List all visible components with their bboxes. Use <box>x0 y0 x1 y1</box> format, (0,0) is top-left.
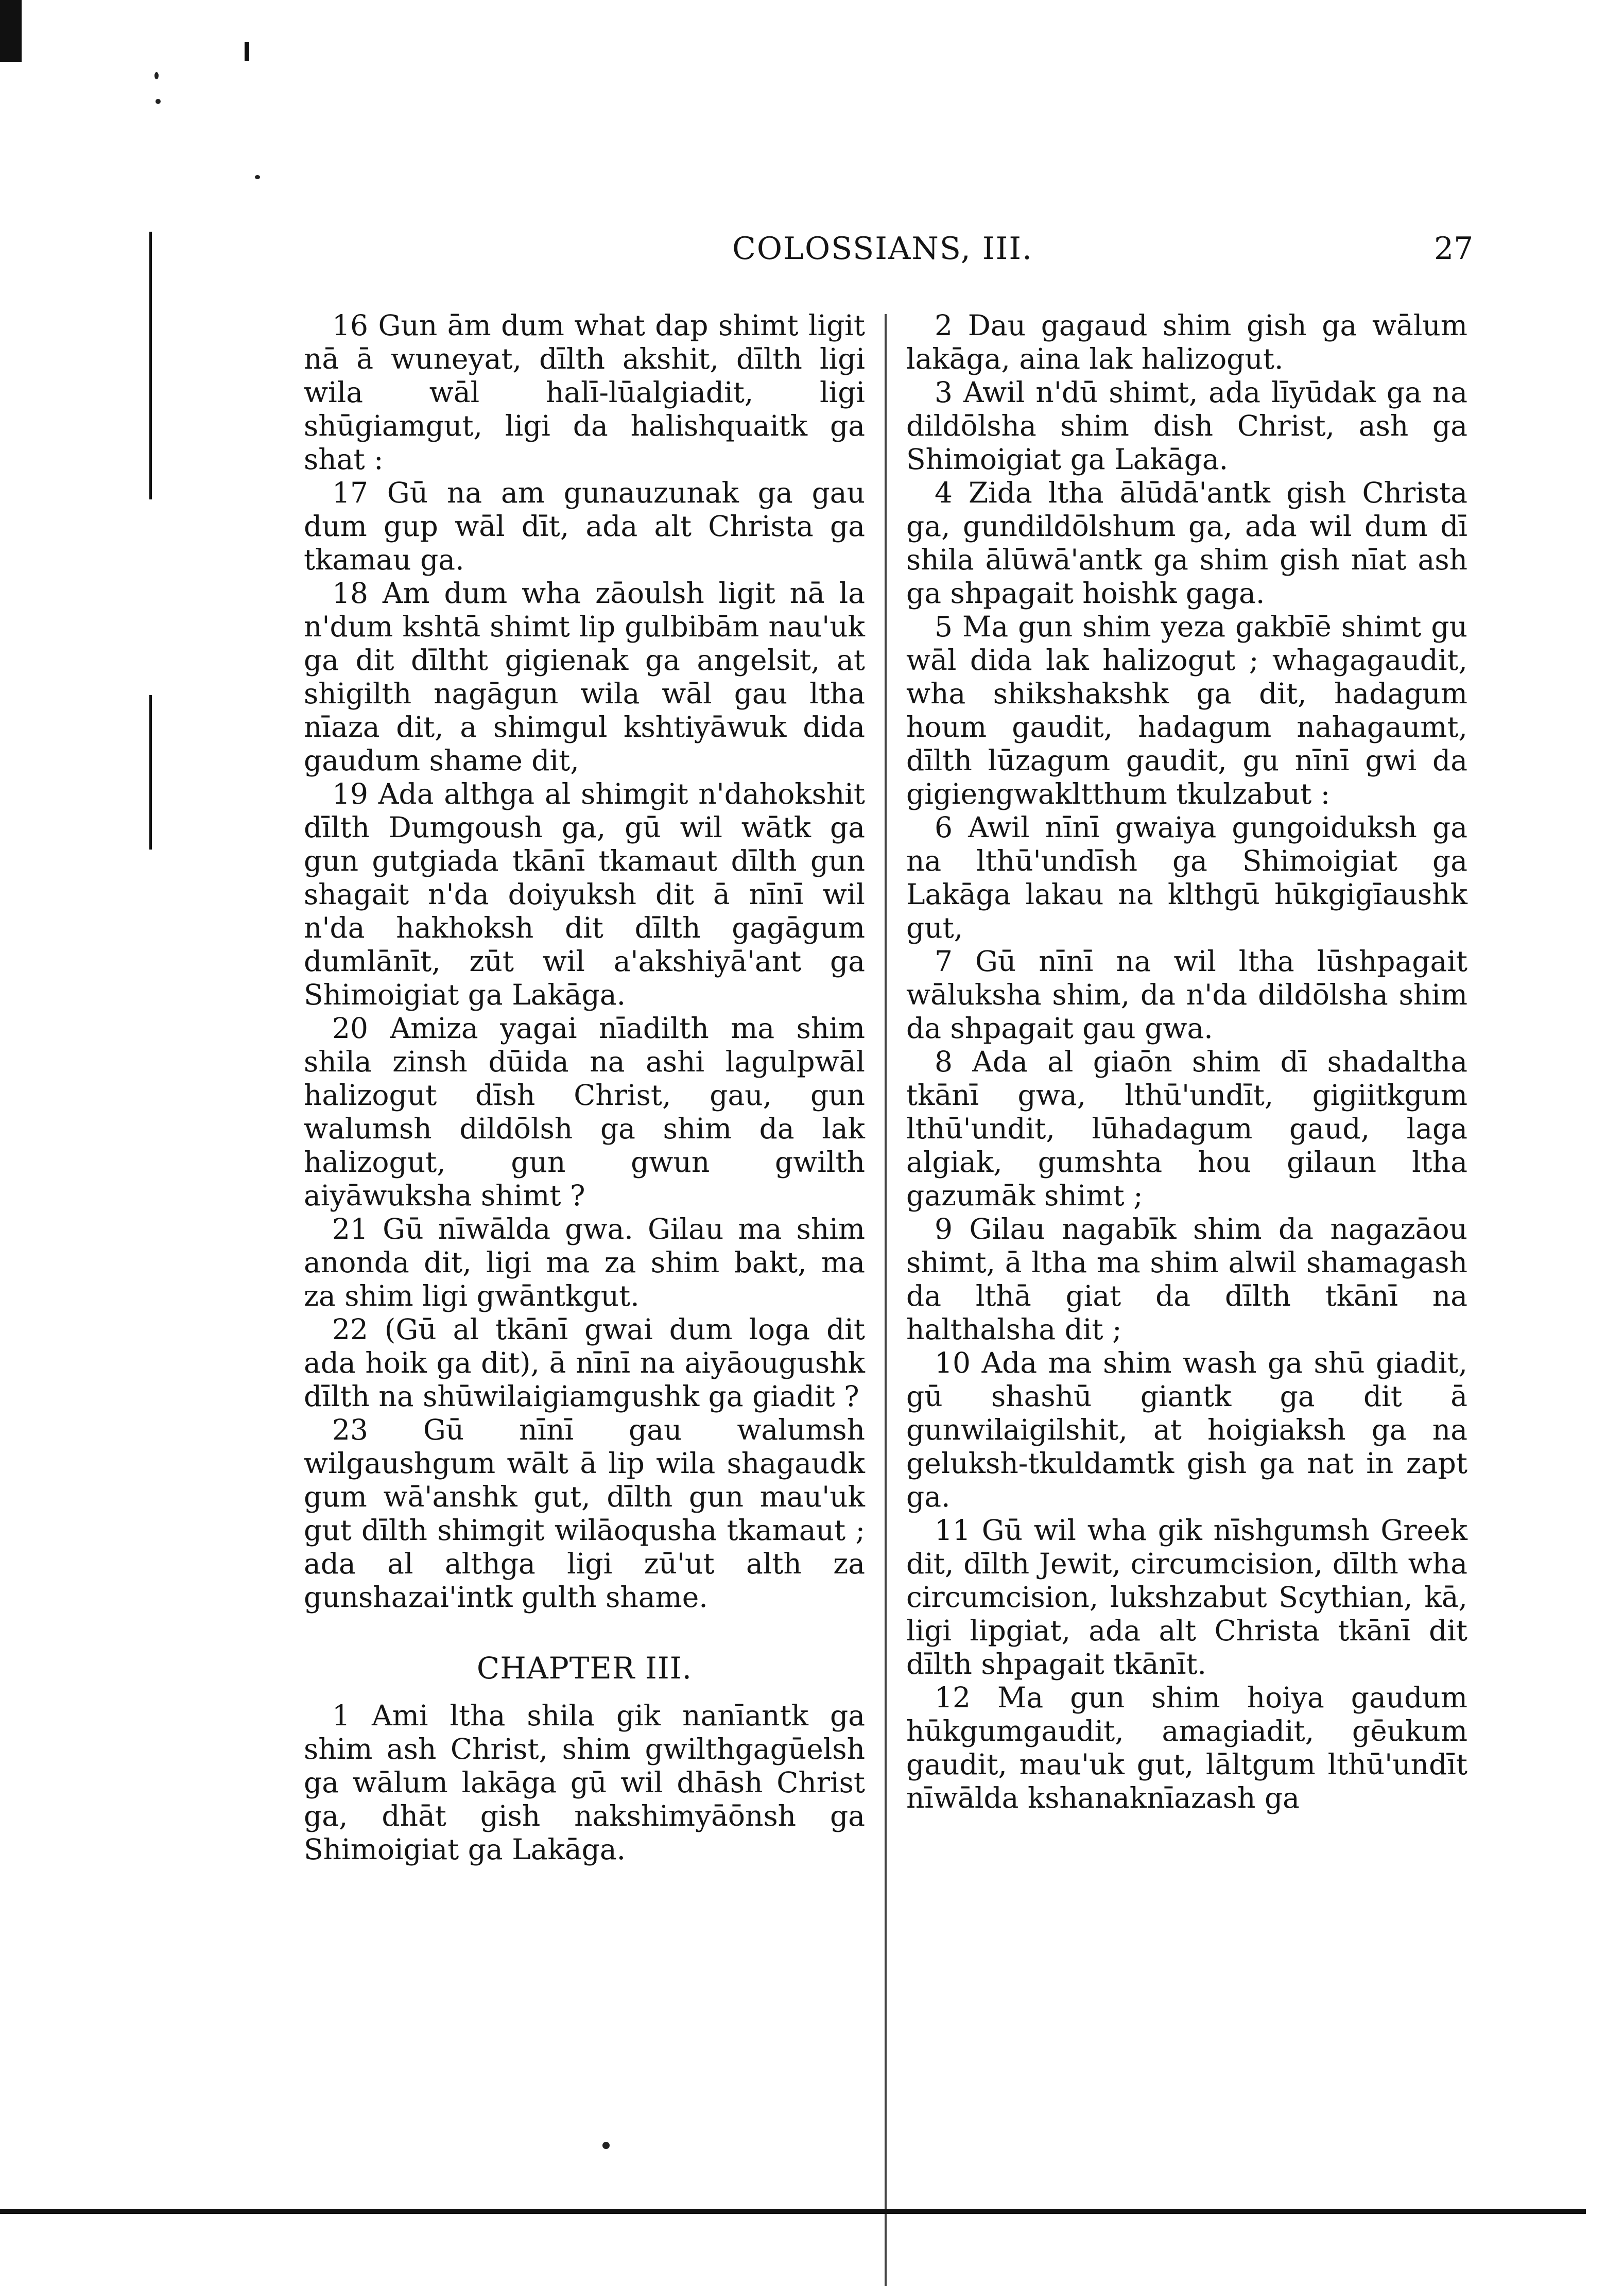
verse-paragraph: 8 Ada al giaōn shim dī shadaltha tkānī gwa, lthū'undīt, gigiitkgum lthū'undit, lūhadagum gaud, laga algiak, gumshta hou gilaun ltha gazumāk shimt ; <box>906 1045 1467 1212</box>
scan-speck <box>255 175 260 179</box>
column-divider <box>885 314 887 2286</box>
verse-paragraph: 18 Am dum wha zāoulsh ligit nā la n'dum kshtā shimt lip gulbibām nau'uk ga dit dīltht gigienak ga angelsit, at shigilth nagāgun wila wāl gau ltha nīaza dit, a shimgul kshtiyāwuk dida gaudum shame dit, <box>304 577 865 777</box>
scan-margin-line <box>149 232 152 499</box>
verse-paragraph: 3 Awil n'dū shimt, ada līyūdak ga na dildōlsha shim dish Christ, ash ga Shimoigiat ga Lakāga. <box>906 376 1467 476</box>
verse-paragraph: 11 Gū wil wha gik nīshgumsh Greek dit, dīlth Jewit, circumcision, dīlth wha circumcision, lukshzabut Scythian, kā, ligi lipgiat, ada alt Christa tkānī dit dīlth shpagait tkānīt. <box>906 1514 1467 1681</box>
chapter-heading: CHAPTER III. <box>476 1651 693 1686</box>
right-column <box>906 309 1467 1815</box>
scan-tick-mark <box>245 42 249 61</box>
verse-paragraph: 12 Ma gun shim hoiya gaudum hūkgumgaudit, amagiadit, gēukum gaudit, mau'uk gut, lāltgum lthū'undīt nīwālda kshanaknīazash ga <box>906 1681 1467 1814</box>
verse-paragraph: 21 Gū nīwālda gwa. Gilau ma shim anonda dit, ligi ma za shim bakt, ma za shim ligi gwāntkgut. <box>304 1213 865 1312</box>
verse-paragraph: 17 Gū na am gunauzunak ga gau dum gup wāl dīt, ada alt Christa ga tkamau ga. <box>304 476 865 576</box>
verse-paragraph: 5 Ma gun shim yeza gakbīē shimt gu wāl dida lak halizogut ; whagagaudit, wha shikshakshk ga dit, hadagum houm gaudit, hadagum nahagaumt, dīlth lūzagum gaudit, gu nīnī gwi da gigiengwakltthum tkulzabut : <box>906 610 1467 810</box>
verse-paragraph: 4 Zida ltha ālūdā'antk gish Christa ga, gundildōlshum ga, ada wil dum dī shila ālūwā'antk ga shim gish nīat ash ga shpagait hoishk gaga. <box>906 476 1467 610</box>
left-column <box>304 309 865 1866</box>
page-header-title: COLOSSIANS, III. <box>732 231 1033 267</box>
verse-paragraph: 22 (Gū al tkānī gwai dum loga dit ada hoik ga dit), ā nīnī na aiyāougushk dīlth na shūwilaigiamgushk ga giadit ? <box>304 1313 865 1413</box>
scan-corner-mark <box>0 0 22 62</box>
scan-speck <box>602 2142 610 2149</box>
verse-paragraph: 7 Gū nīnī na wil ltha lūshpagait wāluksha shim, da n'da dildōlsha shim da shpagait gau gwa. <box>906 945 1467 1045</box>
scan-speck <box>156 99 161 104</box>
verse-paragraph: 10 Ada ma shim wash ga shū giadit, gū shashū giantk ga dit ā gunwilaigilshit, at hoigiaksh ga na geluksh-tkuldamtk gish ga nat in zapt ga. <box>906 1346 1467 1513</box>
scan-margin-line <box>149 695 152 850</box>
verse-paragraph: 19 Ada althga al shimgit n'dahokshit dīlth Dumgoush ga, gū wil wātk ga gun gutgiada tkānī tkamaut dīlth gun shagait n'da doiyuksh dit ā nīnī wil n'da hakhoksh dit dīlth gagāgum dumlānīt, zūt wil a'akshiyā'ant ga Shimoigiat ga Lakāga. <box>304 777 865 1011</box>
verse-paragraph: 2 Dau gagaud shim gish ga wālum lakāga, aina lak halizogut. <box>906 309 1467 375</box>
page-number: 27 <box>1434 231 1474 267</box>
scan-speck <box>154 72 159 79</box>
verse-paragraph: 6 Awil nīnī gwaiya gungoiduksh ga na lthū'undīsh ga Shimoigiat ga Lakāga lakau na klthgū hūkgigīaushk gut, <box>906 811 1467 944</box>
verse-paragraph: 23 Gū nīnī gau walumsh wilgaushgum wālt ā lip wila shagaudk gum wā'anshk gut, dīlth gun mau'uk gut dīlth shimgit wilāoqusha tkamaut ; ada al althga ligi zū'ut alth za gunshazai'intk gulth shame. <box>304 1413 865 1614</box>
verse-paragraph: 9 Gilau nagabīk shim da nagazāou shimt, ā ltha ma shim alwil shamagash da lthā giat da dīlth tkānī na halthalsha dit ; <box>906 1213 1467 1346</box>
verse-paragraph: 16 Gun ām dum what dap shimt ligit nā ā wuneyat, dīlth akshit, dīlth ligi wila wāl halī-lūalgiadit, ligi shūgiamgut, ligi da halishquaitk ga shat : <box>304 309 865 476</box>
verse-paragraph: 20 Amiza yagai nīadilth ma shim shila zinsh dūida na ashi lagulpwāl halizogut dīsh Christ, gau, gun walumsh dildōlsh ga shim da lak halizogut, gun gwun gwilth aiyāwuksha shimt ? <box>304 1012 865 1212</box>
bottom-scan-rule <box>0 2209 1586 2214</box>
verse-paragraph: 1 Ami ltha shila gik nanīantk ga shim ash Christ, shim gwilthgagūelsh ga wālum lakāga gū wil dhāsh Christ ga, dhāt gish nakshimyāōnsh ga Shimoigiat ga Lakāga. <box>304 1699 865 1866</box>
